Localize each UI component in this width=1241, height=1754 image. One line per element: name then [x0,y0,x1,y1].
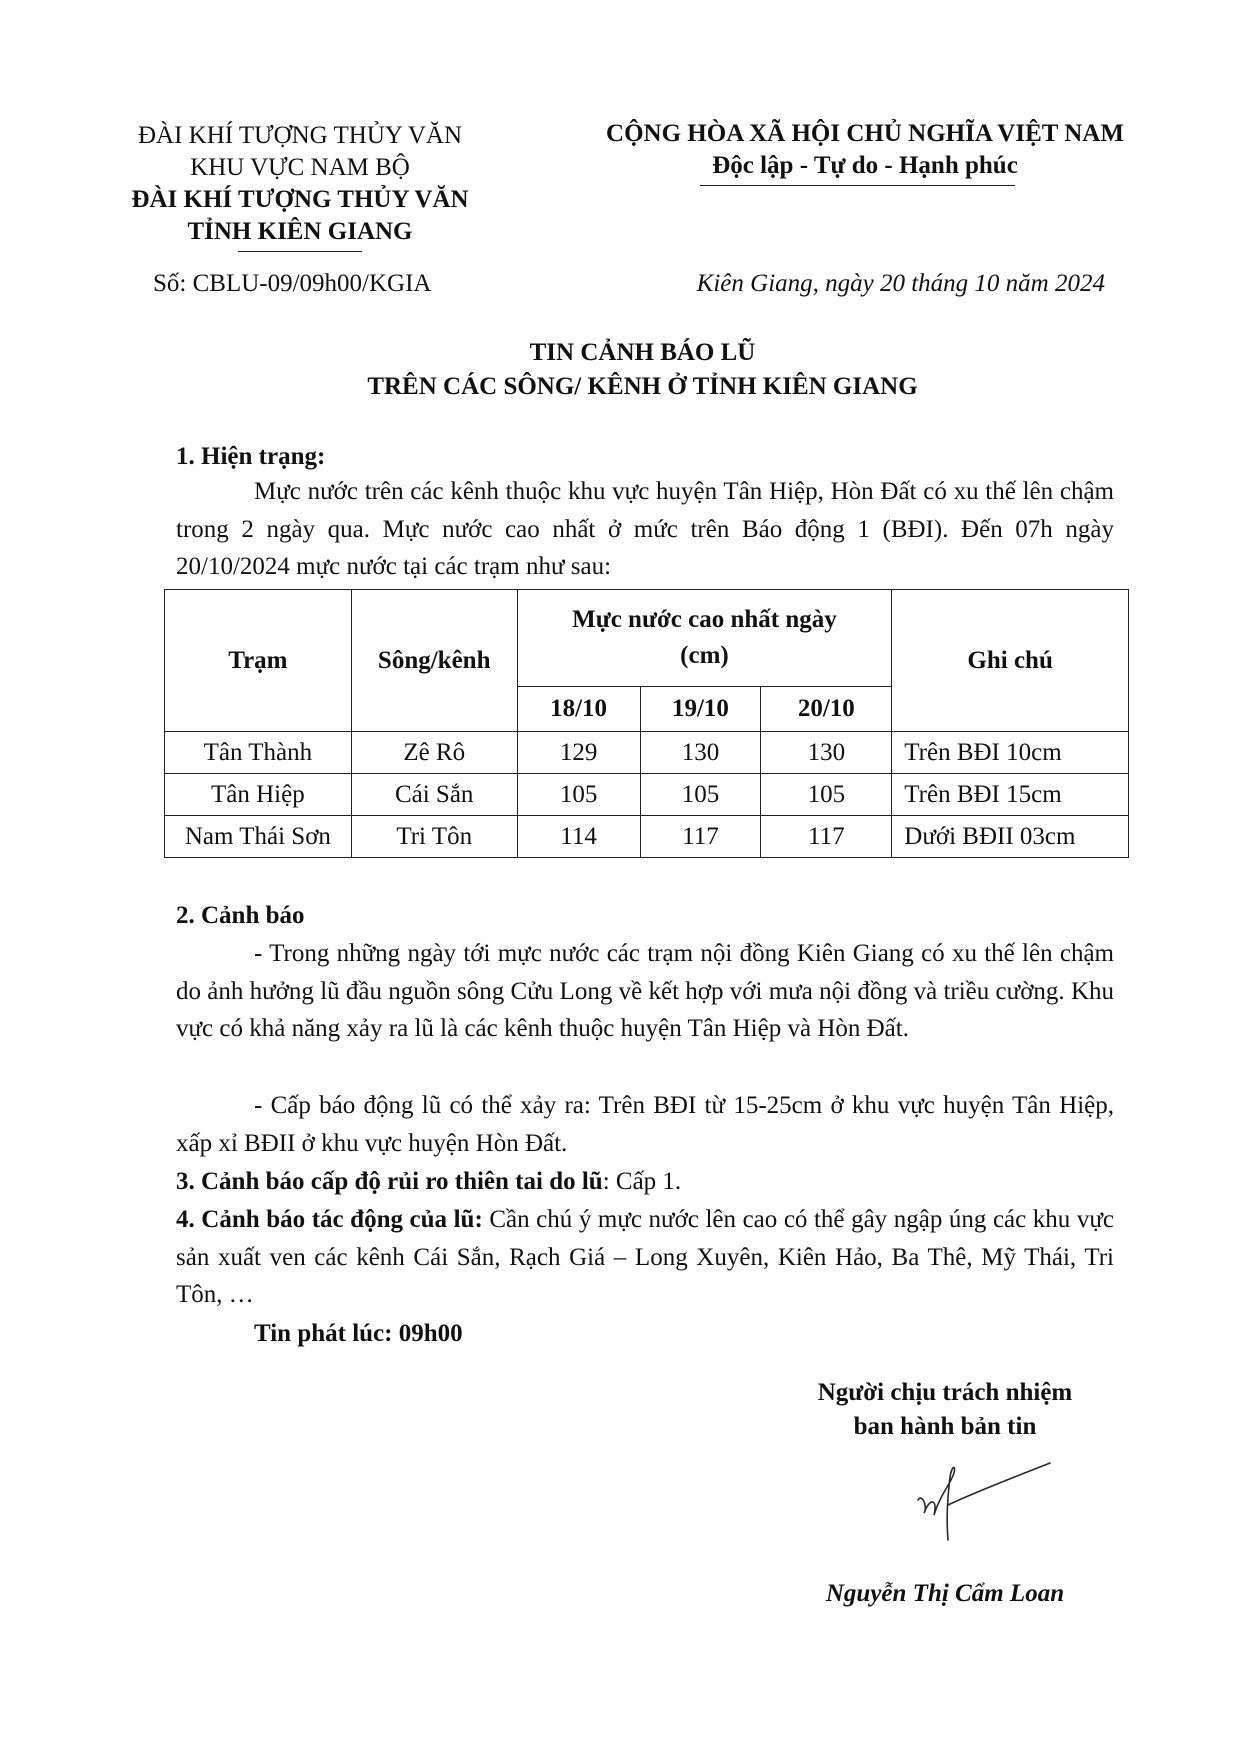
header-date-2: 19/10 [640,687,761,732]
section-1-heading: 1. Hiện trạng: [176,443,326,470]
agency-line-4: TỈNH KIÊN GIANG [187,218,413,245]
section-4-heading: 4. Cảnh báo tác động của lũ: [176,1206,483,1233]
issue-time-text: Tin phát lúc: 09h00 [254,1320,463,1347]
agency-header [110,120,490,248]
document-date: Kiên Giang, ngày 20 tháng 10 năm 2024 [696,270,1105,297]
section-2-para-1 [176,935,1114,1048]
country-name: CỘNG HÒA XÃ HỘI CHỦ NGHĨA VIỆT NAM [606,120,1124,147]
title-line-1: TIN CẢNH BÁO LŨ [529,339,756,366]
section-1-body: Mực nước trên các kênh thuộc khu vực huyện Tân Hiệp, Hòn Đất có xu thế lên chậm trong 2 ngày qua. Mực nước cao nhất ở mức trên Báo động 1 (BĐI). Đến 07h ngày 20/10/2024 mực nước tại các trạm như sau: [176,478,1114,580]
station-cell: Nam Thái Sơn [165,816,352,858]
header-station: Trạm [165,590,352,732]
river-cell: Cái Sắn [351,774,517,816]
note-cell: Dưới BĐII 03cm [892,816,1129,858]
header-water-level [517,590,892,687]
section-2-para-1-body: - Trong những ngày tới mực nước các trạm nội đồng Kiên Giang có xu thế lên chậm do ảnh hưởng lũ đầu nguồn sông Cửu Long về kết hợp với mưa nội đồng và triều cường. Khu vực có khả năng xảy ra lũ là các kênh thuộc huyện Tân Hiệp và Hòn Đất. [176,940,1114,1042]
section-4-body: Cần chú ý mực nước lên cao có thể gây ngập úng các khu vực sản xuất ven các kênh Cái Sắn, Rạch Giá – Long Xuyên, Kiên Hảo, Ba Thê, Mỹ Thái, Tri Tôn, … [176,1206,1114,1308]
agency-line-3: ĐÀI KHÍ TƯỢNG THỦY VĂN [131,186,469,213]
section-1-text [176,473,1114,586]
river-cell: Zê Rô [351,732,517,774]
national-header [585,118,1145,182]
signature-title-line-1: Người chịu trách nhiệm [817,1379,1073,1406]
header-water-level-line-2: (cm) [680,642,729,669]
agency-underline [238,251,362,252]
level-cell: 114 [517,816,640,858]
level-cell: 130 [640,732,761,774]
section-4 [176,1201,1114,1314]
level-cell: 105 [761,774,892,816]
section-2-para-2 [176,1087,1114,1162]
header-river: Sông/kênh [351,590,517,732]
level-cell: 130 [761,732,892,774]
document-title [0,336,1241,404]
table-row [165,816,1129,858]
document-number: Số: CBLU-09/09h00/KGIA [153,270,432,297]
table-row [165,732,1129,774]
water-level-table [164,589,1129,858]
level-cell: 105 [640,774,761,816]
river-cell: Tri Tôn [351,816,517,858]
issue-time [176,1315,1114,1353]
header-water-level-line-1: Mực nước cao nhất ngày [572,606,837,633]
signature-title-line-2: ban hành bản tin [853,1413,1037,1440]
section-3 [176,1163,1114,1201]
handwritten-signature [910,1455,1060,1555]
agency-line-2: KHU VỰC NAM BỘ [190,154,410,181]
motto-underline [700,185,1015,186]
header-note: Ghi chú [892,590,1129,732]
section-2-para-2-body: - Cấp báo động lũ có thể xảy ra: Trên BĐI từ 15-25cm ở khu vực huyện Tân Hiệp, xấp xỉ BĐII ở khu vực huyện Hòn Đất. [176,1092,1114,1157]
section-3-heading: 3. Cảnh báo cấp độ rủi ro thiên tai do lũ [176,1168,603,1195]
signer-name: Nguyễn Thị Cẩm Loan [825,1580,1065,1607]
level-cell: 117 [761,816,892,858]
level-cell: 117 [640,816,761,858]
signature-title [775,1376,1115,1444]
header-date-1: 18/10 [517,687,640,732]
section-3-body: : Cấp 1. [602,1168,682,1195]
station-cell: Tân Thành [165,732,352,774]
section-2-heading: 2. Cảnh báo [176,902,305,929]
agency-line-1: ĐÀI KHÍ TƯỢNG THỦY VĂN [137,122,462,149]
station-cell: Tân Hiệp [165,774,352,816]
note-cell: Trên BĐI 15cm [892,774,1129,816]
level-cell: 105 [517,774,640,816]
title-line-2: TRÊN CÁC SÔNG/ KÊNH Ở TỈNH KIÊN GIANG [367,373,918,400]
header-date-3: 20/10 [761,687,892,732]
level-cell: 129 [517,732,640,774]
table-row [165,774,1129,816]
motto: Độc lập - Tự do - Hạnh phúc [712,152,1018,179]
note-cell: Trên BĐI 10cm [892,732,1129,774]
